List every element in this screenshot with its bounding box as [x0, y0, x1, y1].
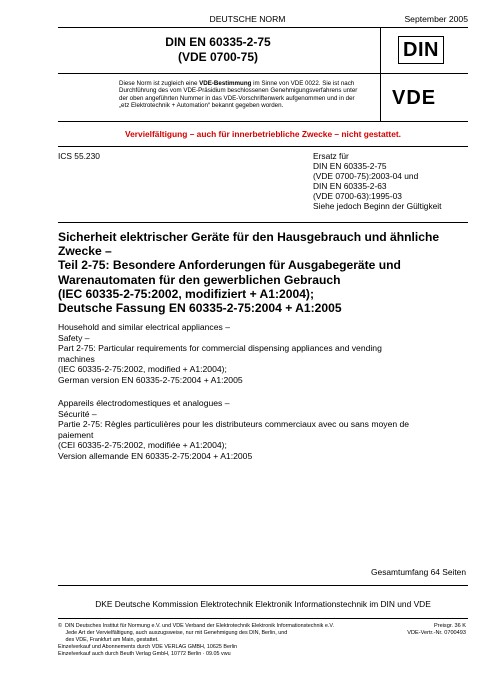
copyright-line: Einzelverkauf und Abonnements durch VDE VERLAG GMBH, 10625 Berlin [58, 643, 238, 650]
notice-line-2: Durchführung des vom VDE-Präsidium beschlossenen Genehmigungsverfahrens unter [119, 87, 358, 95]
title-line: Appareils électrodomestiques et analogues – [58, 398, 230, 408]
publication-date: September 2005 [404, 14, 468, 24]
copyright-line: Jede Art der Vervielfältigung, auch auszugsweise, nur mit Genehmigung des DIN, Berlin, und [58, 629, 288, 636]
header-rule [58, 27, 468, 28]
replacement-line: DIN EN 60335-2-63 [313, 181, 387, 191]
title-rule [58, 222, 468, 223]
committee-rule [58, 585, 468, 586]
replacement-line: Ersatz für [313, 151, 349, 161]
copyright-notice [58, 623, 398, 658]
title-line: Sécurité – [58, 408, 97, 419]
order-info [407, 623, 466, 637]
notice-line-1: Diese Norm ist zugleich eine VDE-Bestimmung im Sinne von VDE 0022. Sie ist nach [119, 80, 355, 87]
title-line: Warenautomaten für den gewerblichen Gebrauch [58, 272, 341, 287]
title-line: Sicherheit elektrischer Geräte für den Hausgebrauch und ähnliche [58, 230, 440, 244]
title-line: (IEC 60335-2-75:2002, modified + A1:2004); [58, 364, 227, 375]
title-line: Household and similar electrical appliances – [58, 322, 230, 332]
title-line: paiement [58, 429, 94, 440]
ics-code: ICS 55.230 [58, 151, 100, 161]
ics-rule [58, 146, 468, 147]
total-pages: Gesamtumfang 64 Seiten [371, 567, 466, 577]
price-group: Preisgr. 36 K [433, 623, 466, 629]
replacement-line: Siehe jedoch Beginn der Gültigkeit [313, 201, 442, 211]
replacement-line: (VDE 0700-75):2003-04 und [313, 171, 419, 181]
warning-rule [58, 121, 468, 122]
title-line: Zwecke – [58, 244, 112, 259]
vde-logo: VDE [392, 87, 437, 109]
title-line: Version allemande EN 60335-2-75:2004 + A1:2005 [58, 450, 253, 461]
logo-divider [380, 28, 381, 122]
title-french [58, 398, 478, 462]
replacement-note [313, 151, 442, 211]
notice-line-4: „etz Elektrotechnik + Automation“ bekannt gegeben worden. [119, 102, 284, 110]
title-line: machines [58, 353, 95, 364]
vde-order-number: VDE-Vertr.-Nr. 0700493 [407, 630, 466, 637]
standard-number-block [58, 35, 378, 64]
title-line: Part 2-75: Particular requirements for commercial dispensing appliances and vending [58, 343, 382, 354]
document-type: DEUTSCHE NORM [209, 14, 286, 24]
din-logo-text: DIN [403, 38, 439, 61]
copyright-line: Einzelverkauf auch durch Beuth Verlag GmbH, 10772 Berlin · 09.05 vwu [58, 650, 231, 657]
committee-name: DKE Deutsche Kommission Elektrotechnik Elektronik Informationstechnik im DIN und VDE [95, 599, 431, 609]
footer-rule [58, 618, 468, 619]
title-line: Partie 2-75: Règles particulières pour les distributeurs commerciaux avec ou sans moyen de [58, 419, 410, 430]
replacement-line: (VDE 0700-63):1995-03 [313, 191, 402, 201]
copy-warning: Vervielfältigung – auch für innerbetriebliche Zwecke – nicht gestattet. [125, 129, 401, 139]
vde-number: (VDE 0700-75) [177, 49, 259, 64]
title-line: Teil 2-75: Besondere Anforderungen für Ausgabegeräte und [58, 258, 401, 273]
title-line: (IEC 60335-2-75:2002, modifiziert + A1:2004); [58, 286, 314, 301]
title-line: Deutsche Fassung EN 60335-2-75:2004 + A1:2005 [58, 301, 342, 316]
copyright-line: des VDE, Frankfurt am Main, gestattet. [58, 636, 159, 643]
notice-rule [58, 73, 468, 74]
title-line: Safety – [58, 332, 90, 343]
title-line: German version EN 60335-2-75:2004 + A1:2005 [58, 374, 243, 385]
standard-number: DIN EN 60335-2-75 [165, 35, 271, 49]
title-english [58, 322, 478, 386]
din-logo [398, 36, 444, 64]
notice-line-3: der oben angeführten Nummer in das VDE-Vorschriftenwerk aufgenommen und in der [119, 94, 355, 102]
vde-notice [119, 80, 377, 110]
copyright-line: © DIN Deutsches Institut für Normung e.V. und VDE Verband der Elektrotechnik Elektronik Informationstechnik e.V. [58, 623, 334, 629]
replacement-line: DIN EN 60335-2-75 [313, 161, 387, 171]
title-line: (CEI 60335-2-75:2002, modifiée + A1:2004); [58, 440, 227, 451]
title-german [58, 230, 478, 315]
